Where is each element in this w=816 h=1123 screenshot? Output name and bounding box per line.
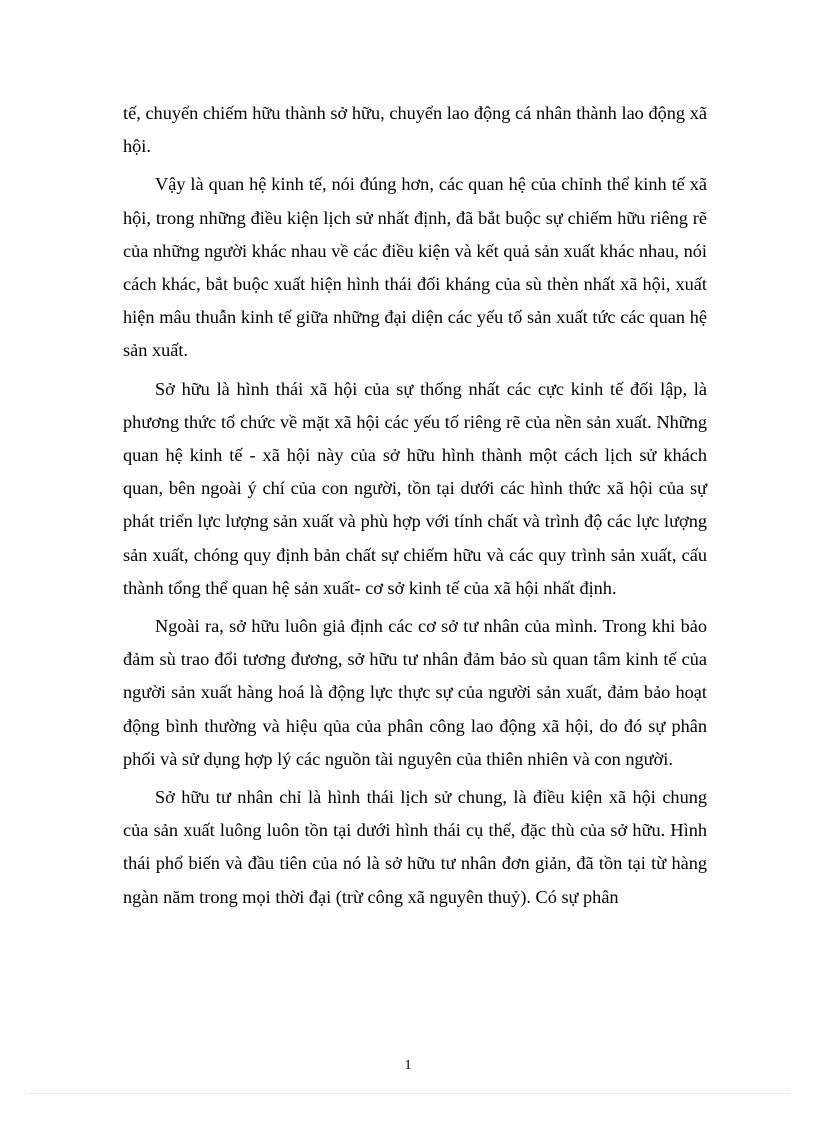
- paragraph-4: Ngoài ra, sở hữu luôn giả định các cơ sở tư nhân của mình. Trong khi bảo đảm sù trao đổi tương đương, sở hữu tư nhân đảm bảo sù quan tâm kinh tế của người sản xuất hàng hoá là động lực thực sự của người sản xuất, đảm bảo hoạt động bình thường và hiệu qủa của phân công lao động xã hội, do đó sự phân phối và sử dụng hợp lý các nguồn tài nguyên của thiên nhiên và con người.: [123, 616, 707, 769]
- page-number: 1: [404, 1058, 412, 1073]
- document-body: [123, 97, 707, 919]
- paragraph-3: Sở hữu là hình thái xã hội của sự thống nhất các cực kinh tế đối lập, là phương thức tổ chức về mặt xã hội các yếu tố riêng rẽ của nền sản xuất. Những quan hệ kinh tế - xã hội này của sở hữu hình thành một cách lịch sử khách quan, bên ngoài ý chí của con người, tồn tại dưới các hình thức xã hội của sự phát triển lực lượng sản xuất và phù hợp với tính chất và trình độ các lực lượng sản xuất, chóng quy định bản chất sự chiếm hữu và các quy trình sản xuất, cấu thành tổng thể quan hệ sản xuất- cơ sở kinh tế của xã hội nhất định.: [123, 378, 707, 598]
- paragraph-5: Sở hữu tư nhân chỉ là hình thái lịch sử chung, là điều kiện xã hội chung của sản xuất luông luôn tồn tại dưới hình thái cụ thể, đặc thù của sở hữu. Hình thái phổ biến và đầu tiên của nó là sở hữu tư nhân đơn giản, đã tồn tại từ hàng ngàn năm trong mọi thời đại (trừ công xã nguyên thuỷ). Có sự phân: [123, 787, 707, 907]
- paragraph-1: tế, chuyển chiếm hữu thành sở hữu, chuyển lao động cá nhân thành lao động xã hội.: [123, 103, 707, 157]
- paragraph-2: Vậy là quan hệ kinh tế, nói đúng hơn, các quan hệ của chỉnh thể kinh tế xã hội, trong những điều kiện lịch sử nhất định, đã bắt buộc sự chiếm hữu riêng rẽ của những người khác nhau về các điều kiện và kết quả sản xuất khác nhau, nói cách khác, bắt buộc xuất hiện hình thái đối kháng của sù thèn nhất xã hội, xuất hiện mâu thuẫn kinh tế giữa những đại diện các yếu tố sản xuất tức các quan hệ sản xuất.: [123, 174, 707, 361]
- page-bottom-divider: [26, 1093, 790, 1094]
